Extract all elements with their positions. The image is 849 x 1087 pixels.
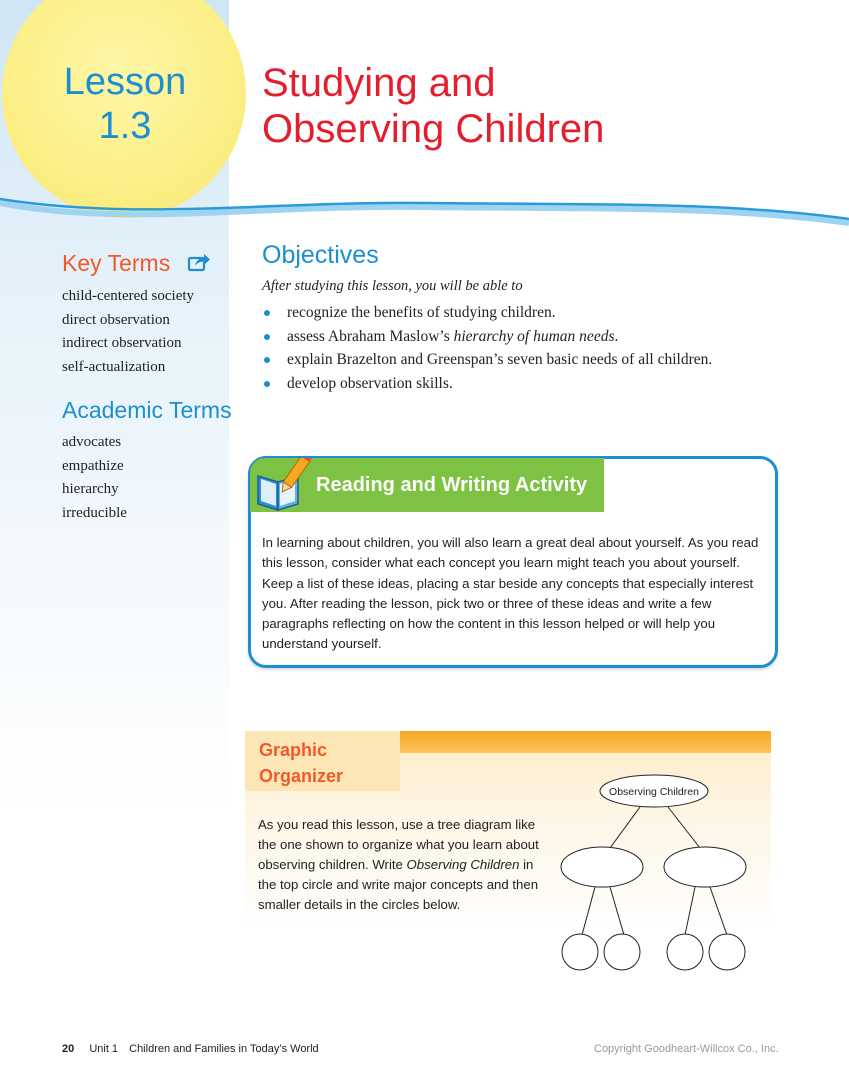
academic-terms-list xyxy=(62,431,127,525)
academic-term: hierarchy xyxy=(62,481,119,497)
objectives-intro: After studying this lesson, you will be able to xyxy=(262,278,523,294)
share-arrow-icon[interactable] xyxy=(187,252,211,272)
tree-diagram xyxy=(550,770,750,975)
academic-term: advocates xyxy=(62,434,122,450)
book-pencil-icon xyxy=(252,458,312,514)
graphic-organizer-title xyxy=(259,737,343,789)
title-line-1: Studying and xyxy=(262,61,496,105)
key-terms-heading xyxy=(62,250,211,277)
reading-activity-title: Reading and Writing Activity xyxy=(316,474,588,496)
page-number: 20 xyxy=(62,1043,75,1055)
tree-leaf-node xyxy=(604,934,640,970)
key-terms-heading-text: Key Terms xyxy=(62,250,171,276)
go-text-before: As you read this lesson, use a tree diagram like the one shown to organize what you learn about observing children. Write xyxy=(258,817,539,872)
academic-term: irreducible xyxy=(62,504,127,521)
objectives-list xyxy=(262,301,712,395)
graphic-organizer-text xyxy=(258,815,543,915)
objective-text: recognize the benefits of studying children. xyxy=(287,304,556,321)
objective-text: develop observation skills. xyxy=(287,374,453,392)
tree-leaf-node xyxy=(667,934,703,970)
go-title-line-2: Organizer xyxy=(259,766,344,786)
objective-text: assess Abraham Maslow’s xyxy=(287,327,454,345)
unit-title: Children and Families in Today’s World xyxy=(129,1043,319,1055)
objective-item xyxy=(262,301,712,325)
header-swoosh xyxy=(0,175,849,235)
academic-term: empathize xyxy=(62,457,124,474)
key-term[interactable]: direct observation xyxy=(62,311,170,328)
tree-root-label: Observing Children xyxy=(609,786,699,798)
key-terms-list xyxy=(62,285,194,379)
footer-left xyxy=(62,1043,319,1055)
key-term[interactable]: self-actualization xyxy=(62,358,166,375)
key-term[interactable]: indirect observation xyxy=(62,335,182,351)
lesson-value: 1.3 xyxy=(98,105,152,147)
objective-item xyxy=(262,372,712,396)
title-line-2: Observing Children xyxy=(262,107,605,151)
go-text-italic: Observing Children xyxy=(406,857,520,872)
go-text-after: in the top circle and write major concepts and then smaller details in the circles below. xyxy=(258,857,539,912)
lesson-number xyxy=(62,60,188,148)
go-title-line-1: Graphic xyxy=(259,740,328,760)
key-term[interactable]: child-centered society xyxy=(62,288,195,304)
academic-terms-heading: Academic Terms xyxy=(62,397,232,423)
tree-branch-node xyxy=(664,847,746,887)
objective-text: explain Brazelton and Greenspan’s seven basic needs of all children. xyxy=(287,351,713,368)
objective-emphasis: hierarchy of human needs xyxy=(453,327,615,345)
lesson-word: Lesson xyxy=(63,61,187,103)
unit-label: Unit 1 xyxy=(89,1043,119,1055)
objective-item xyxy=(262,348,712,372)
tree-leaf-node xyxy=(562,934,598,970)
objective-item xyxy=(262,325,712,349)
tree-leaf-node xyxy=(709,934,745,970)
objective-text-end: . xyxy=(614,327,619,345)
reading-activity-text: In learning about children, you will also learn a great deal about yourself. As you read this lesson, consider what each concept you learn might teach you about yourself. Keep a list of these ideas, placing a star beside any concepts that especially interest you. After reading the lesson, pick two or three of these ideas and write a few paragraphs reflecting on how the content in this lesson helped or will help you understand yourself. xyxy=(262,535,759,652)
tree-branch-node xyxy=(561,847,643,887)
copyright-notice: Copyright Goodheart-Willcox Co., Inc. xyxy=(594,1043,779,1055)
page-title xyxy=(262,60,604,152)
objectives-heading: Objectives xyxy=(262,241,379,269)
